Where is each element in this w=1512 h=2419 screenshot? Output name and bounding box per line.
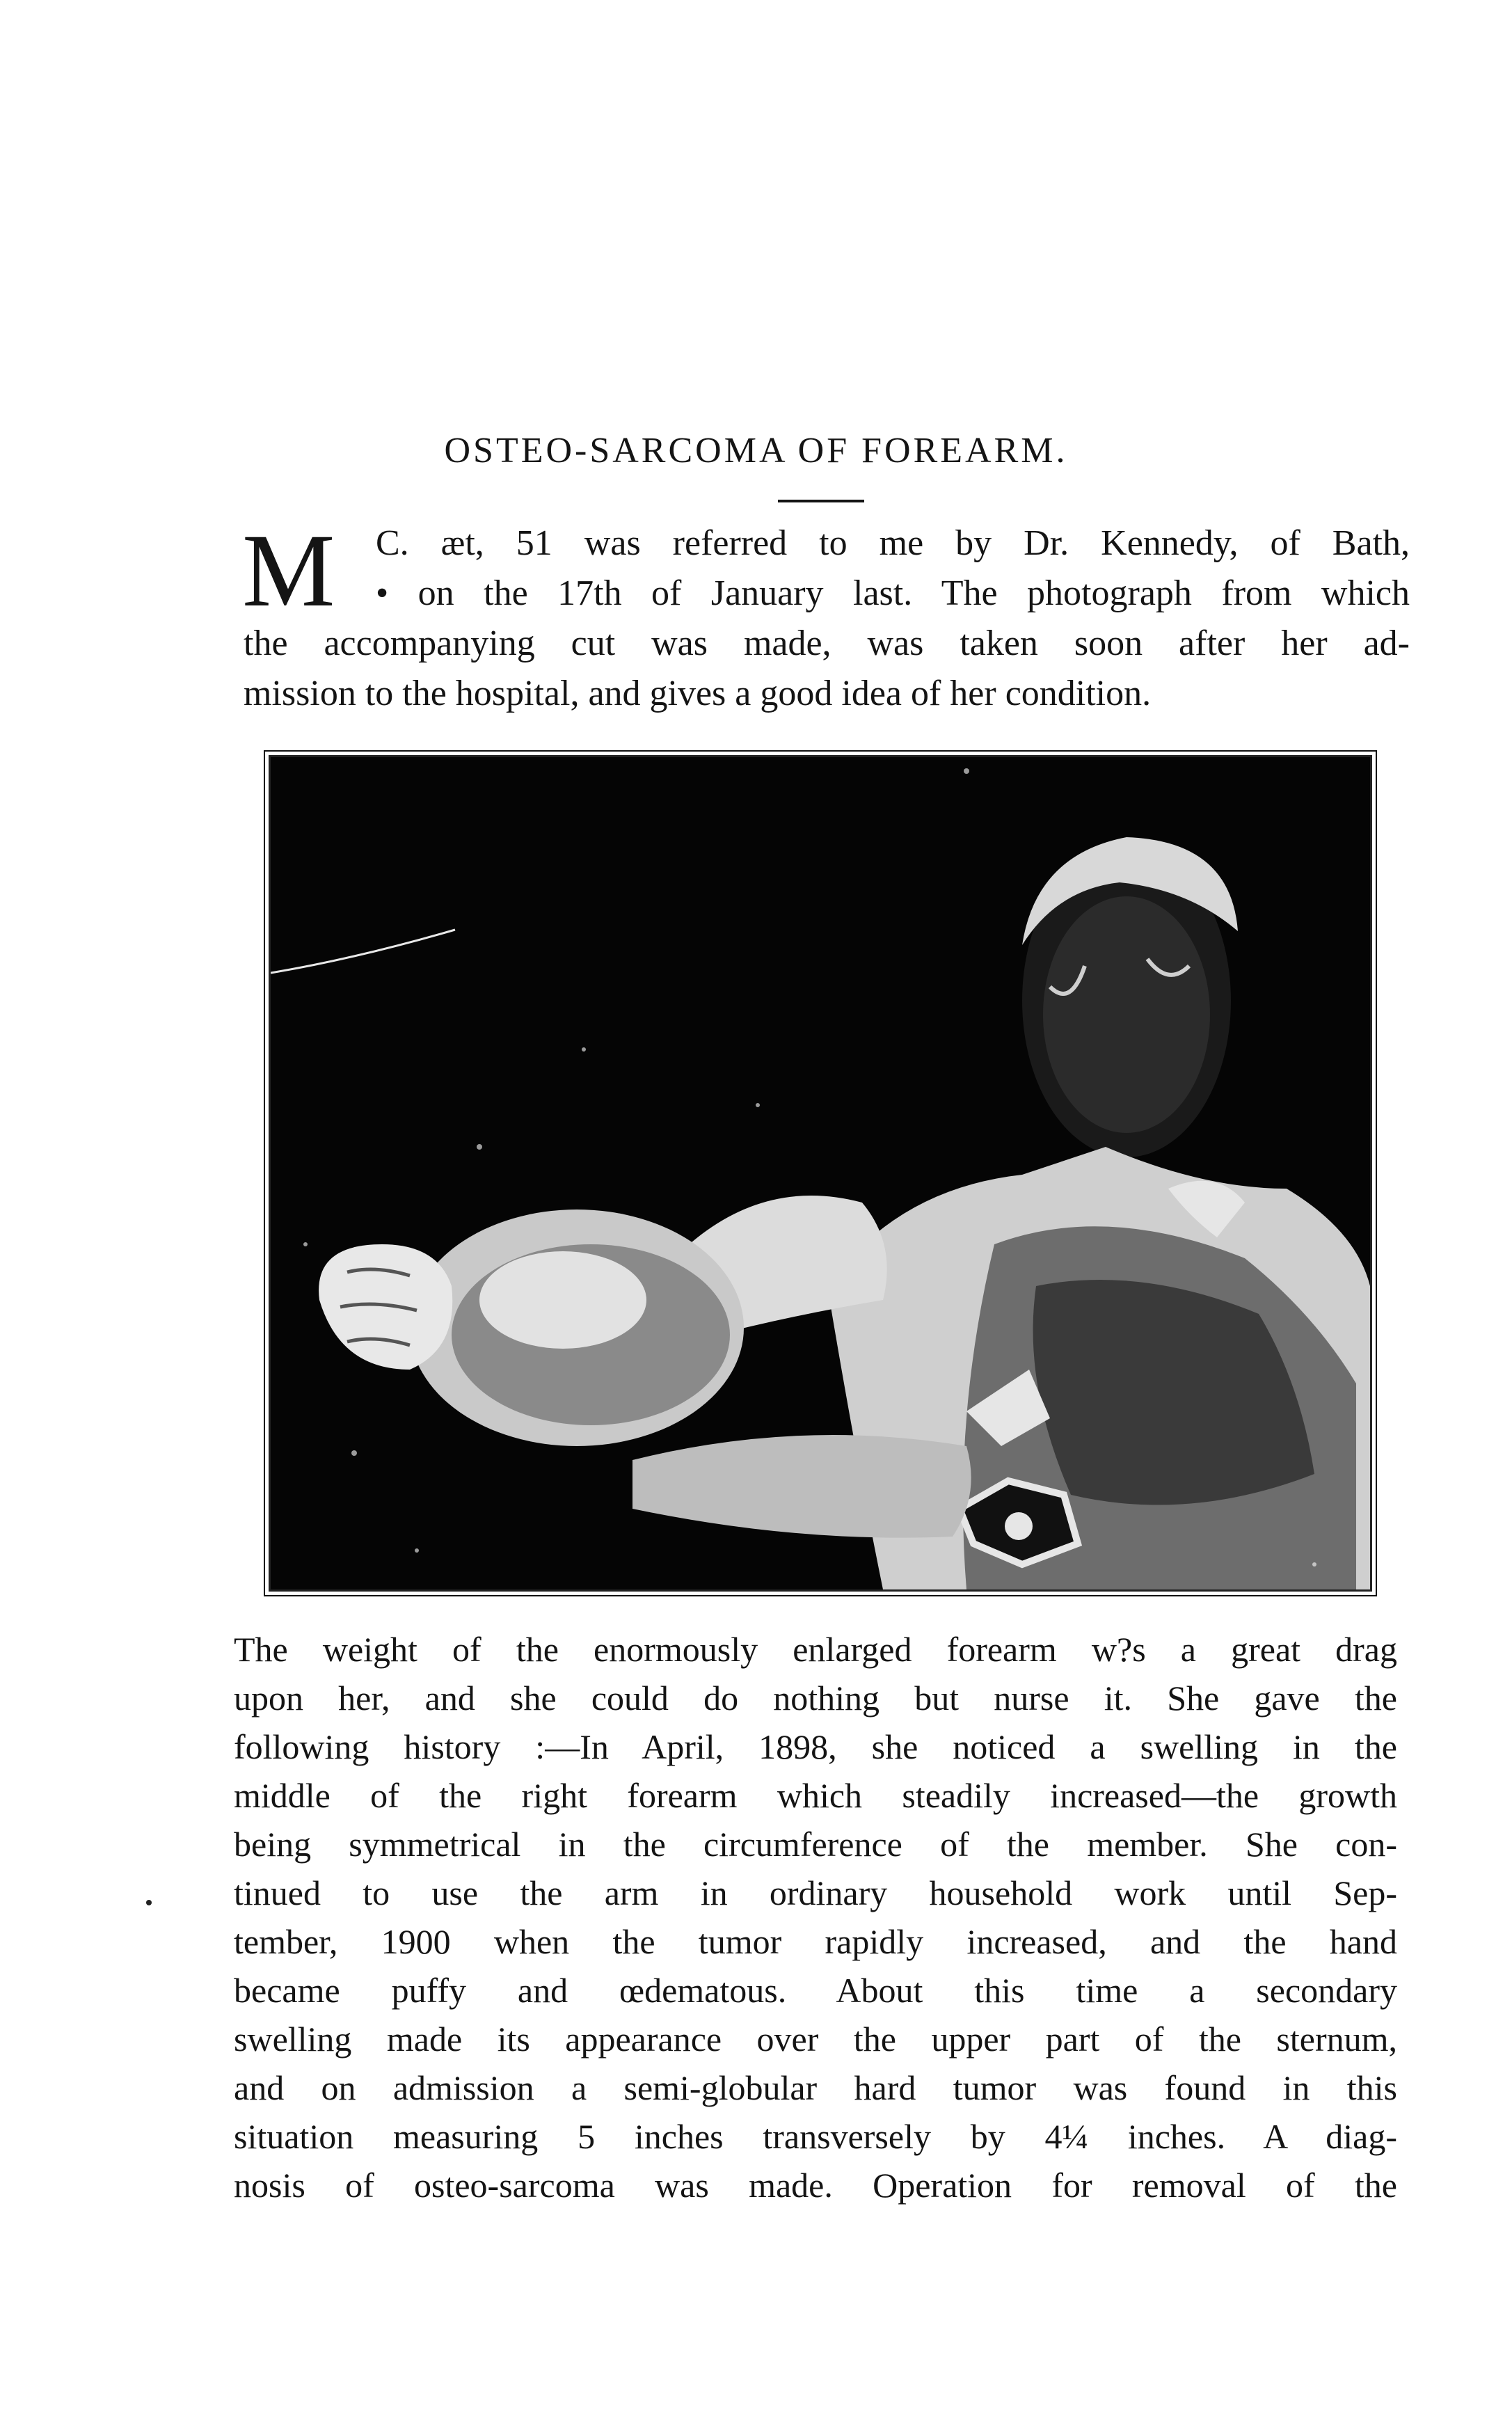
body-line-10: and on admission a semi-globular hard tumor was found in this — [234, 2068, 1397, 2107]
body-line-4: middle of the right forearm which steadily increased—the growth — [234, 1776, 1397, 1815]
body-line-6: tinued to use the arm in ordinary household work until Sep- — [234, 1873, 1397, 1912]
intro-line-1: C. æt, 51 was referred to me by Dr. Kennedy, of Bath, — [376, 523, 1410, 563]
body-line-12: nosis of osteo-sarcoma was made. Operation for removal of the — [234, 2166, 1397, 2205]
patient-photograph-drawing — [271, 757, 1370, 1589]
body-line-5: being symmetrical in the circumference of the member. She con- — [234, 1825, 1397, 1864]
drop-cap: M — [242, 513, 335, 628]
intro-line-2: • on the 17th of January last. The photograph from which — [376, 573, 1410, 613]
body-line-2: upon her, and she could do nothing but nurse it. She gave the — [234, 1679, 1397, 1718]
body-line-11: situation measuring 5 inches transversely by 4¼ inches. A diag- — [234, 2117, 1397, 2156]
intro-line-4: mission to the hospital, and gives a good idea of her condition. — [244, 674, 1152, 713]
body-line-9: swelling made its appearance over the upper part of the sternum, — [234, 2020, 1397, 2059]
body-line-7: tember, 1900 when the tumor rapidly increased, and the hand — [234, 1922, 1397, 1961]
patient-photograph — [269, 755, 1372, 1592]
page-title: OSTEO-SARCOMA OF FOREARM. — [444, 431, 1068, 470]
body-line-3: following history :—In April, 1898, she noticed a swelling in the — [234, 1727, 1397, 1766]
body-line-8: became puffy and œdematous. About this time a secondary — [234, 1971, 1397, 2010]
intro-paragraph — [242, 513, 1410, 719]
intro-line-3: the accompanying cut was made, was taken soon after her ad- — [244, 624, 1410, 663]
margin-mark — [146, 1900, 152, 1905]
body-line-1: The weight of the enormously enlarged forearm w?s a great drag — [234, 1630, 1397, 1669]
title-rule — [778, 500, 864, 502]
body-text — [234, 1625, 1397, 2210]
